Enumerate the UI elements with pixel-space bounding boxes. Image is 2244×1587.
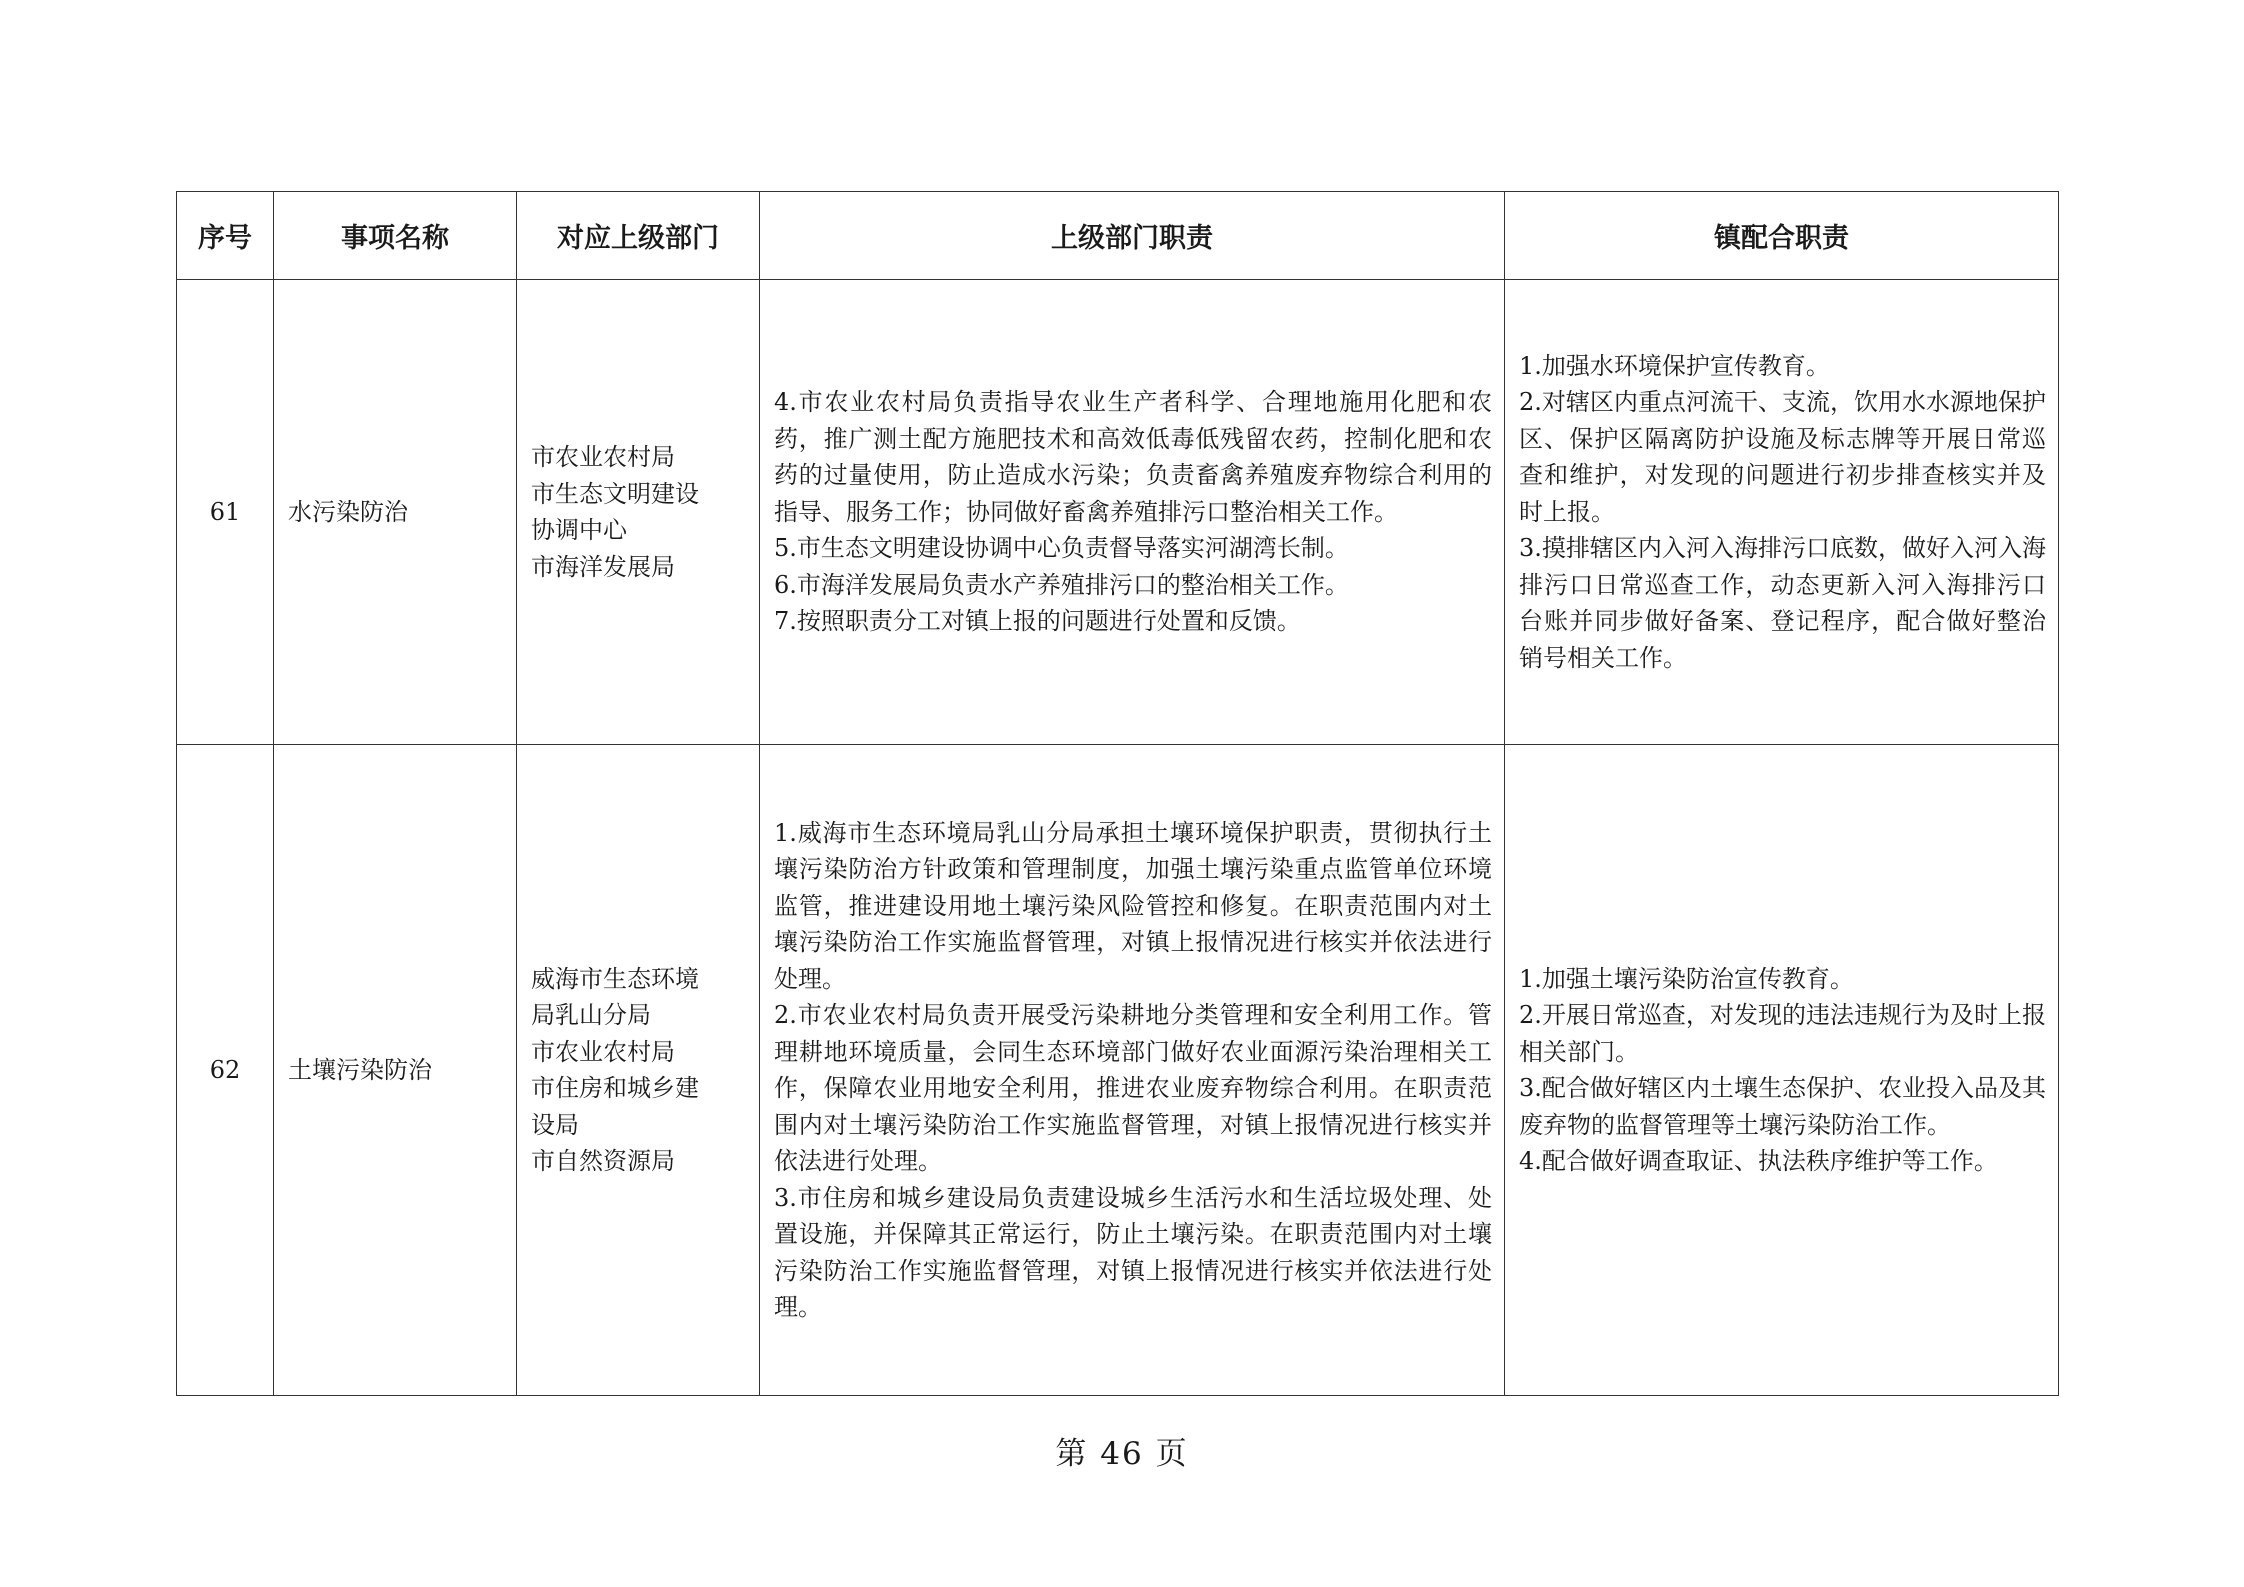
- department-line: 设局: [531, 1110, 579, 1139]
- town-duty-paragraph: 4.配合做好调查取证、执法秩序维护等工作。: [1519, 1147, 1998, 1175]
- duty-table: [176, 191, 2059, 1396]
- town-duty-paragraph: 3.配合做好辖区内土壤生态保护、农业投入品及其废弃物的监督管理等土壤污染防治工作。: [1519, 1074, 2046, 1139]
- town-duty-paragraph: 2.开展日常巡查，对发现的违法违规行为及时上报相关部门。: [1519, 1001, 2046, 1066]
- row-superior-duties: [760, 745, 1505, 1396]
- duty-paragraph: 7.按照职责分工对镇上报的问题进行处置和反馈。: [774, 607, 1301, 636]
- duty-paragraph: 4.市农业农村局负责指导农业生产者科学、合理地施用化肥和农药，推广测土配方施肥技术和高效低毒低残留农药，控制化肥和农药的过量使用，防止造成水污染；负责畜禽养殖废弃物综合利用的指导、服务工作；协同做好畜禽养殖排污口整治相关工作。: [774, 388, 1492, 526]
- department-line: 威海市生态环境: [531, 964, 699, 993]
- department-line: 市生态文明建设: [531, 479, 699, 508]
- row-town-duties: [1505, 745, 2059, 1396]
- page-number: 第 46 页: [1055, 1436, 1189, 1472]
- duty-paragraph: 1.威海市生态环境局乳山分局承担土壤环境保护职责，贯彻执行土壤污染防治方针政策和管理制度，加强土壤污染重点监管单位环境监管，推进建设用地土壤污染风险管控和修复。在职责范围内对土壤污染防治工作实施监督管理，对镇上报情况进行核实并依法进行处理。: [774, 818, 1492, 993]
- header-item-name: 事项名称: [274, 192, 517, 280]
- department-line: 市海洋发展局: [531, 552, 675, 581]
- table-row: [177, 745, 2059, 1396]
- department-line: 局乳山分局: [531, 1001, 651, 1029]
- header-row: [177, 192, 2059, 280]
- row-town-duties: [1505, 280, 2059, 745]
- header-serial-number: 序号: [177, 192, 274, 280]
- row-item-name: 土壤污染防治: [274, 745, 517, 1396]
- department-line: 市住房和城乡建: [531, 1074, 699, 1102]
- department-line: 市自然资源局: [531, 1147, 675, 1175]
- duty-paragraph: 5.市生态文明建设协调中心负责督导落实河湖湾长制。: [774, 534, 1349, 563]
- department-line: 协调中心: [531, 516, 627, 544]
- row-item-name: 水污染防治: [274, 280, 517, 745]
- town-duty-paragraph: 1.加强土壤污染防治宣传教育。: [1519, 964, 1854, 993]
- duty-paragraph: 3.市住房和城乡建设局负责建设城乡生活污水和生活垃圾处理、处置设施，并保障其正常运行，防止土壤污染。在职责范围内对土壤污染防治工作实施监督管理，对镇上报情况进行核实并依法进行处理。: [774, 1183, 1492, 1321]
- duty-paragraph: 2.市农业农村局负责开展受污染耕地分类管理和安全利用工作。管理耕地环境质量，会同生态环境部门做好农业面源污染治理相关工作，保障农业用地安全利用，推进农业废弃物综合利用。在职责范围内对土壤污染防治工作实施监督管理，对镇上报情况进行核实并依法进行处理。: [774, 1001, 1492, 1175]
- department-line: 市农业农村局: [531, 443, 675, 471]
- town-duty-paragraph: 1.加强水环境保护宣传教育。: [1519, 351, 1830, 380]
- header-town-duties: 镇配合职责: [1505, 192, 2059, 280]
- row-serial-number: 61: [177, 280, 274, 745]
- row-serial-number: 62: [177, 745, 274, 1396]
- header-superior-department: 对应上级部门: [517, 192, 760, 280]
- header-superior-duties: 上级部门职责: [760, 192, 1505, 280]
- town-duty-paragraph: 3.摸排辖区内入河入海排污口底数，做好入河入海排污口日常巡查工作，动态更新入河入海排污口台账并同步做好备案、登记程序，配合做好整治销号相关工作。: [1519, 534, 2046, 672]
- row-departments: [517, 280, 760, 745]
- department-line: 市农业农村局: [531, 1037, 675, 1066]
- town-duty-paragraph: 2.对辖区内重点河流干、支流，饮用水水源地保护区、保护区隔离防护设施及标志牌等开展日常巡查和维护，对发现的问题进行初步排查核实并及时上报。: [1519, 388, 2046, 526]
- row-departments: [517, 745, 760, 1396]
- table-row: [177, 280, 2059, 745]
- duty-paragraph: 6.市海洋发展局负责水产养殖排污口的整治相关工作。: [774, 570, 1349, 599]
- row-superior-duties: [760, 280, 1505, 745]
